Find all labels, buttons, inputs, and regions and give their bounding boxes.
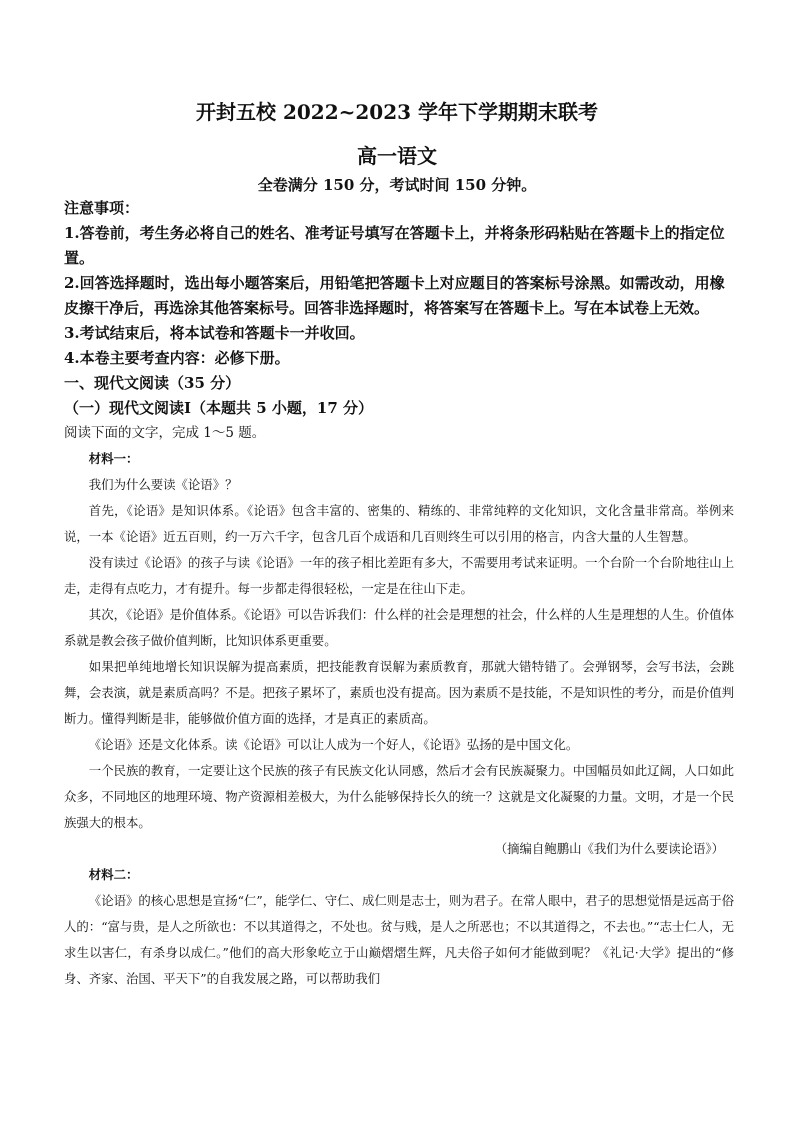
material1-paragraph: 没有读过《论语》的孩子与读《论语》一年的孩子相比差距有多大，不需要用考试来证明。一个台阶一个台阶地往山上走，走得有点吃力，才有提升。每一步都走得很轻松，一定是在往山下走。 <box>64 555 734 596</box>
material1-paragraph: 首先，《论语》是知识体系。《论语》包含丰富的、密集的、精练的、非常纯粹的文化知识，文化含量非常高。举例来说，一本《论语》近五百则，约一万六千字，包含几百个成语和几百则终生可以引用的格言，内含大量的人生智慧。 <box>64 503 734 544</box>
exam-title: 开封五校 2022~2023 学年下学期期末联考 <box>195 100 598 124</box>
note-item: 2.回答选择题时，选出每小题答案后，用铅笔把答题卡上对应题目的答案标号涂黑。如需改动，用橡皮擦干净后，再选涂其他答案标号。回答非选择题时，将答案写在答题卡上。写在本试卷上无效。 <box>64 274 725 317</box>
section-heading: 一、现代文阅读（35 分） <box>64 374 241 392</box>
material2-paragraph: 《论语》的核心思想是宣扬“仁”，能学仁、守仁、成仁则是志士，则为君子。在常人眼中，君子的思想觉悟是远高于俗人的：“富与贵，是人之所欲也：不以其道得之，不处也。贫与贱，是人之所恶也；不以其道得之，不去也。”“志士仁人，无求生以害仁，有杀身以成仁。”他们的高大形象屹立于山巅熠熠生辉，凡夫俗子如何才能做到呢？《礼记·大学》提出的“修身、齐家、治国、平天下”的自我发展之路，可以帮助我们 <box>64 893 734 986</box>
reading-instruction: 阅读下面的文字，完成 1～5 题。 <box>64 425 266 441</box>
note-item: 4.本卷主要考查内容：必修下册。 <box>64 349 290 367</box>
material1-paragraph: 如果把单纯地增长知识误解为提高素质，把技能教育误解为素质教育，那就大错特错了。会弹钢琴，会写书法，会跳舞，会表演，就是素质高吗？不是。把孩子累坏了，素质也没有提高。因为素质不是技能，不是知识性的考分，而是价值判断力。懂得判断是非，能够做价值方面的选择，才是真正的素质高。 <box>64 659 734 726</box>
material1-paragraph: 其次，《论语》是价值体系。《论语》可以告诉我们：什么样的社会是理想的社会，什么样的人生是理想的人生。价值体系就是教会孩子做价值判断，比知识体系更重要。 <box>64 607 734 648</box>
exam-subtitle: 高一语文 <box>357 144 437 168</box>
note-item: 3.考试结束后，将本试卷和答题卡一并收回。 <box>64 324 365 342</box>
note-item: 1.答卷前，考生务必将自己的姓名、准考证号填写在答题卡上，并将条形码粘贴在答题卡上的指定位置。 <box>64 224 725 267</box>
notes-heading: 注意事项： <box>64 199 140 217</box>
material1-label: 材料一： <box>88 451 139 466</box>
subsection-heading: （一）现代文阅读Ⅰ（本题共 5 小题，17 分） <box>64 399 373 417</box>
exam-body <box>64 196 734 992</box>
material1-paragraph: 一个民族的教育，一定要让这个民族的孩子有民族文化认同感，然后才会有民族凝聚力。中国幅员如此辽阔，人口如此众多，不同地区的地理环境、物产资源相差极大，为什么能够保持长久的统一？这就是文化凝聚的力量。文明，才是一个民族强大的根本。 <box>64 763 734 830</box>
material1-source: （摘编自鲍鹏山《我们为什么要读论语》） <box>494 841 724 856</box>
score-line: 全卷满分 150 分，考试时间 150 分钟。 <box>257 176 537 194</box>
material1-paragraph: 我们为什么要读《论语》？ <box>88 477 238 492</box>
material1-paragraph: 《论语》还是文化体系。读《论语》可以让人成为一个好人，《论语》弘扬的是中国文化。 <box>88 737 579 752</box>
material2-label: 材料二： <box>88 867 139 882</box>
